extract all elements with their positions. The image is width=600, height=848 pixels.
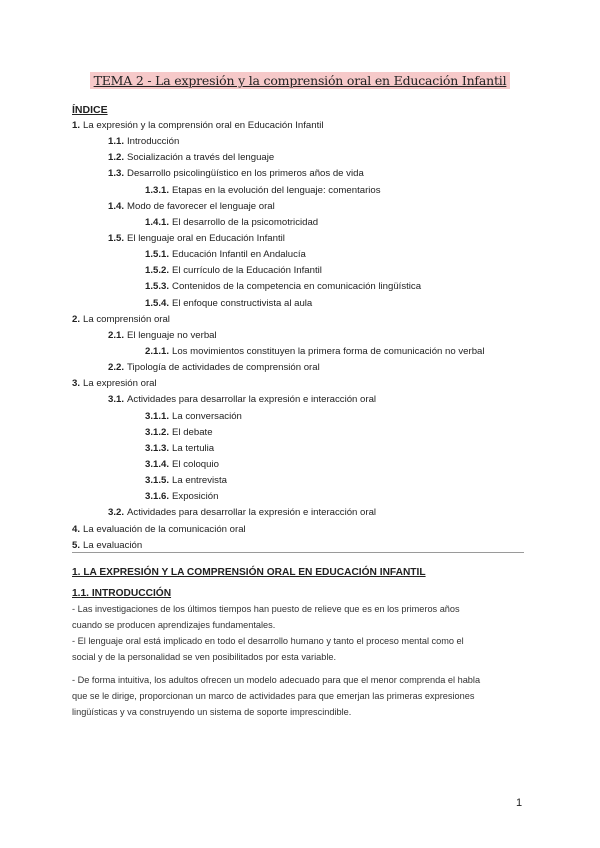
paragraph-3: - De forma intuitiva, los adultos ofrecen un modelo adecuado para que el menor comprenda el habla que se le dirige, proporcionan un marco de actividades para que emerjan las primeras expresiones lingüísticas y va construyendo un sistema de soporte imprescindible. [72,675,481,717]
toc-item: 1.5.1. Educación Infantil en Andalucía [145,249,306,261]
toc-item: 5. La evaluación [72,539,143,551]
title-wrap [0,72,600,90]
toc-item: 3.1.5. La entrevista [145,475,227,487]
toc-item: 1.4.1. El desarrollo de la psicomotricidad [145,216,319,228]
toc-item: 1. La expresión y la comprensión oral en Educación Infantil [72,120,324,131]
toc-item: 1.2. Socialización a través del lenguaje [108,152,275,164]
subsection-heading: 1.1. INTRODUCCIÓN [72,588,172,599]
toc-item: 1.5.3. Contenidos de la competencia en comunicación lingüística [145,281,422,293]
toc-item: 3.1. Actividades para desarrollar la expresión e interacción oral [108,394,377,406]
toc-item: 3.1.4. El coloquio [145,458,219,470]
toc-item: 3.1.1. La conversación [145,410,242,422]
toc-item: 4. La evaluación de la comunicación oral [72,523,246,535]
toc-item: 1.5. El lenguaje oral en Educación Infantil [108,232,285,244]
toc-item: 1.4. Modo de favorecer el lenguaje oral [108,200,275,212]
paragraph-2: - El lenguaje oral está implicado en todo el desarrollo humano y tanto el proceso mental como el social y de la personalidad se ven posibilitados por esta variable. [72,636,464,662]
toc-item: 2.1.1. Los movimientos constituyen la primera forma de comunicación no verbal [145,345,485,357]
toc-item: 1.3.1. Etapas en la evolución del lenguaje: comentarios [145,184,381,196]
toc-item: 3.1.6. Exposición [145,491,219,503]
toc-item: 2.2. Tipología de actividades de comprensión oral [108,362,320,374]
toc-item: 3.1.3. La tertulia [145,442,215,454]
paragraph-1: - Las investigaciones de los últimos tiempos han puesto de relieve que es en los primeros años cuando se producen aprendizajes fundamentales. [72,604,460,630]
table-of-contents [72,103,542,554]
toc-item: 1.1. Introducción [108,136,180,148]
toc-item: 3. La expresión oral [72,378,157,390]
section-heading: 1. LA EXPRESIÓN Y LA COMPRENSIÓN ORAL EN EDUCACIÓN INFANTIL [72,567,426,578]
toc-item: 1.3. Desarrollo psicolingüístico en los primeros años de vida [108,168,364,180]
page-number: 1 [516,797,523,809]
toc-item: 1.5.4. El enfoque constructivista al aula [145,297,313,309]
document-title: TEMA 2 - La expresión y la comprensión oral en Educación Infantil [90,72,511,89]
toc-item: 3.1.2. El debate [145,426,213,438]
section-content [72,566,532,720]
toc-item: 2.1. El lenguaje no verbal [108,329,217,341]
toc-item: 3.2. Actividades para desarrollar la expresión e interacción oral [108,507,377,519]
section-divider [72,552,524,553]
toc-heading: ÍNDICE [72,104,108,116]
toc-item: 1.5.2. El currículo de la Educación Infantil [145,265,322,277]
toc-item: 2. La comprensión oral [72,313,170,325]
